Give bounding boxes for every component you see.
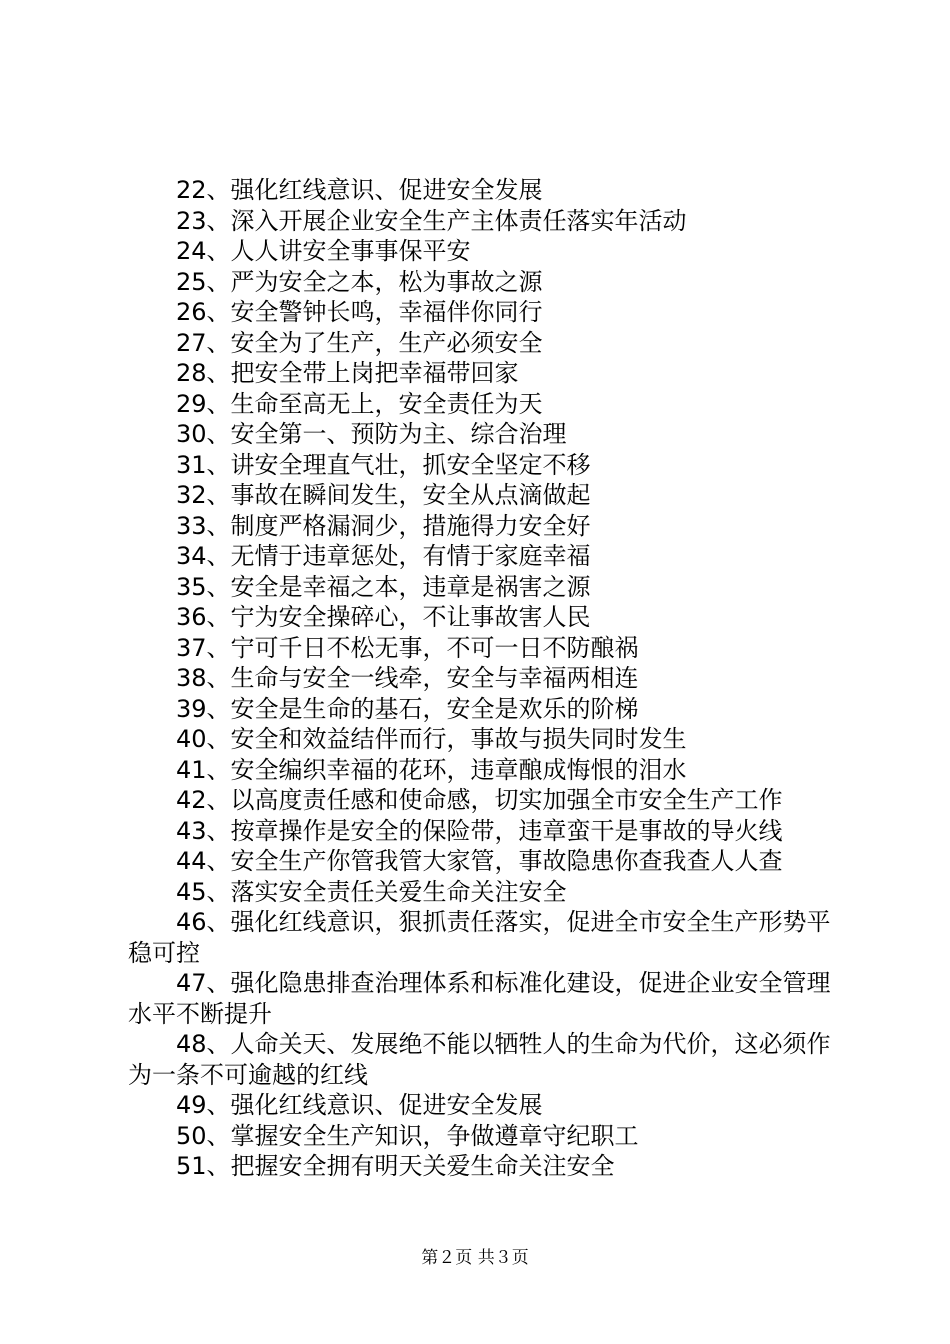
list-item: 39、安全是生命的基石，安全是欢乐的阶梯 bbox=[176, 694, 639, 723]
list-item: 48、人命关天、发展绝不能以牺牲人的生命为代价，这必须作为一条不可逾越的红线 bbox=[128, 1030, 831, 1089]
list-item: 26、安全警钟长鸣，幸福伴你同行 bbox=[176, 298, 543, 326]
list-item: 25、严为安全之本，松为事故之源 bbox=[176, 267, 543, 296]
list-item: 46、强化红线意识，狠抓责任落实，促进全市安全生产形势平稳可控 bbox=[128, 908, 831, 967]
list-item: 45、落实安全责任关爱生命关注安全 bbox=[176, 877, 567, 906]
list-item: 50、掌握安全生产知识，争做遵章守纪职工 bbox=[176, 1121, 639, 1150]
list-item: 51、把握安全拥有明天关爱生命关注安全 bbox=[176, 1152, 615, 1180]
list-item: 40、安全和效益结伴而行，事故与损失同时发生 bbox=[176, 725, 687, 753]
list-item: 29、生命至高无上，安全责任为天 bbox=[176, 389, 543, 418]
list-item: 31、讲安全理直气壮，抓安全坚定不移 bbox=[176, 450, 591, 479]
list-item: 35、安全是幸福之本，违章是祸害之源 bbox=[176, 572, 591, 601]
page-number-label: 第２页 共３页 bbox=[421, 1248, 529, 1268]
page-footer bbox=[0, 1243, 950, 1268]
list-item: 27、安全为了生产，生产必须安全 bbox=[176, 328, 543, 357]
slogan-list bbox=[128, 175, 840, 1182]
list-item: 38、生命与安全一线牵，安全与幸福两相连 bbox=[176, 664, 639, 692]
list-item: 44、安全生产你管我管大家管，事故隐患你查我查人人查 bbox=[176, 847, 783, 875]
list-item: 22、强化红线意识、促进安全发展 bbox=[176, 176, 543, 204]
list-item: 37、宁可千日不松无事，不可一日不防酿祸 bbox=[176, 633, 639, 662]
list-item: 23、深入开展企业安全生产主体责任落实年活动 bbox=[176, 206, 687, 235]
list-item: 28、把安全带上岗把幸福带回家 bbox=[176, 359, 519, 387]
list-item: 33、制度严格漏洞少，措施得力安全好 bbox=[176, 511, 591, 540]
list-item: 47、强化隐患排查治理体系和标准化建设，促进企业安全管理水平不断提升 bbox=[128, 969, 831, 1028]
list-item: 30、安全第一、预防为主、综合治理 bbox=[176, 420, 567, 448]
list-item: 43、按章操作是安全的保险带，违章蛮干是事故的导火线 bbox=[176, 816, 783, 845]
list-item: 42、以高度责任感和使命感，切实加强全市安全生产工作 bbox=[176, 786, 783, 814]
list-item: 32、事故在瞬间发生，安全从点滴做起 bbox=[176, 481, 591, 509]
list-item: 36、宁为安全操碎心，不让事故害人民 bbox=[176, 603, 591, 631]
list-item: 49、强化红线意识、促进安全发展 bbox=[176, 1091, 543, 1119]
list-item: 34、无情于违章惩处，有情于家庭幸福 bbox=[176, 542, 591, 570]
list-item: 24、人人讲安全事事保平安 bbox=[176, 237, 471, 265]
list-item: 41、安全编织幸福的花环，违章酿成悔恨的泪水 bbox=[176, 755, 687, 784]
